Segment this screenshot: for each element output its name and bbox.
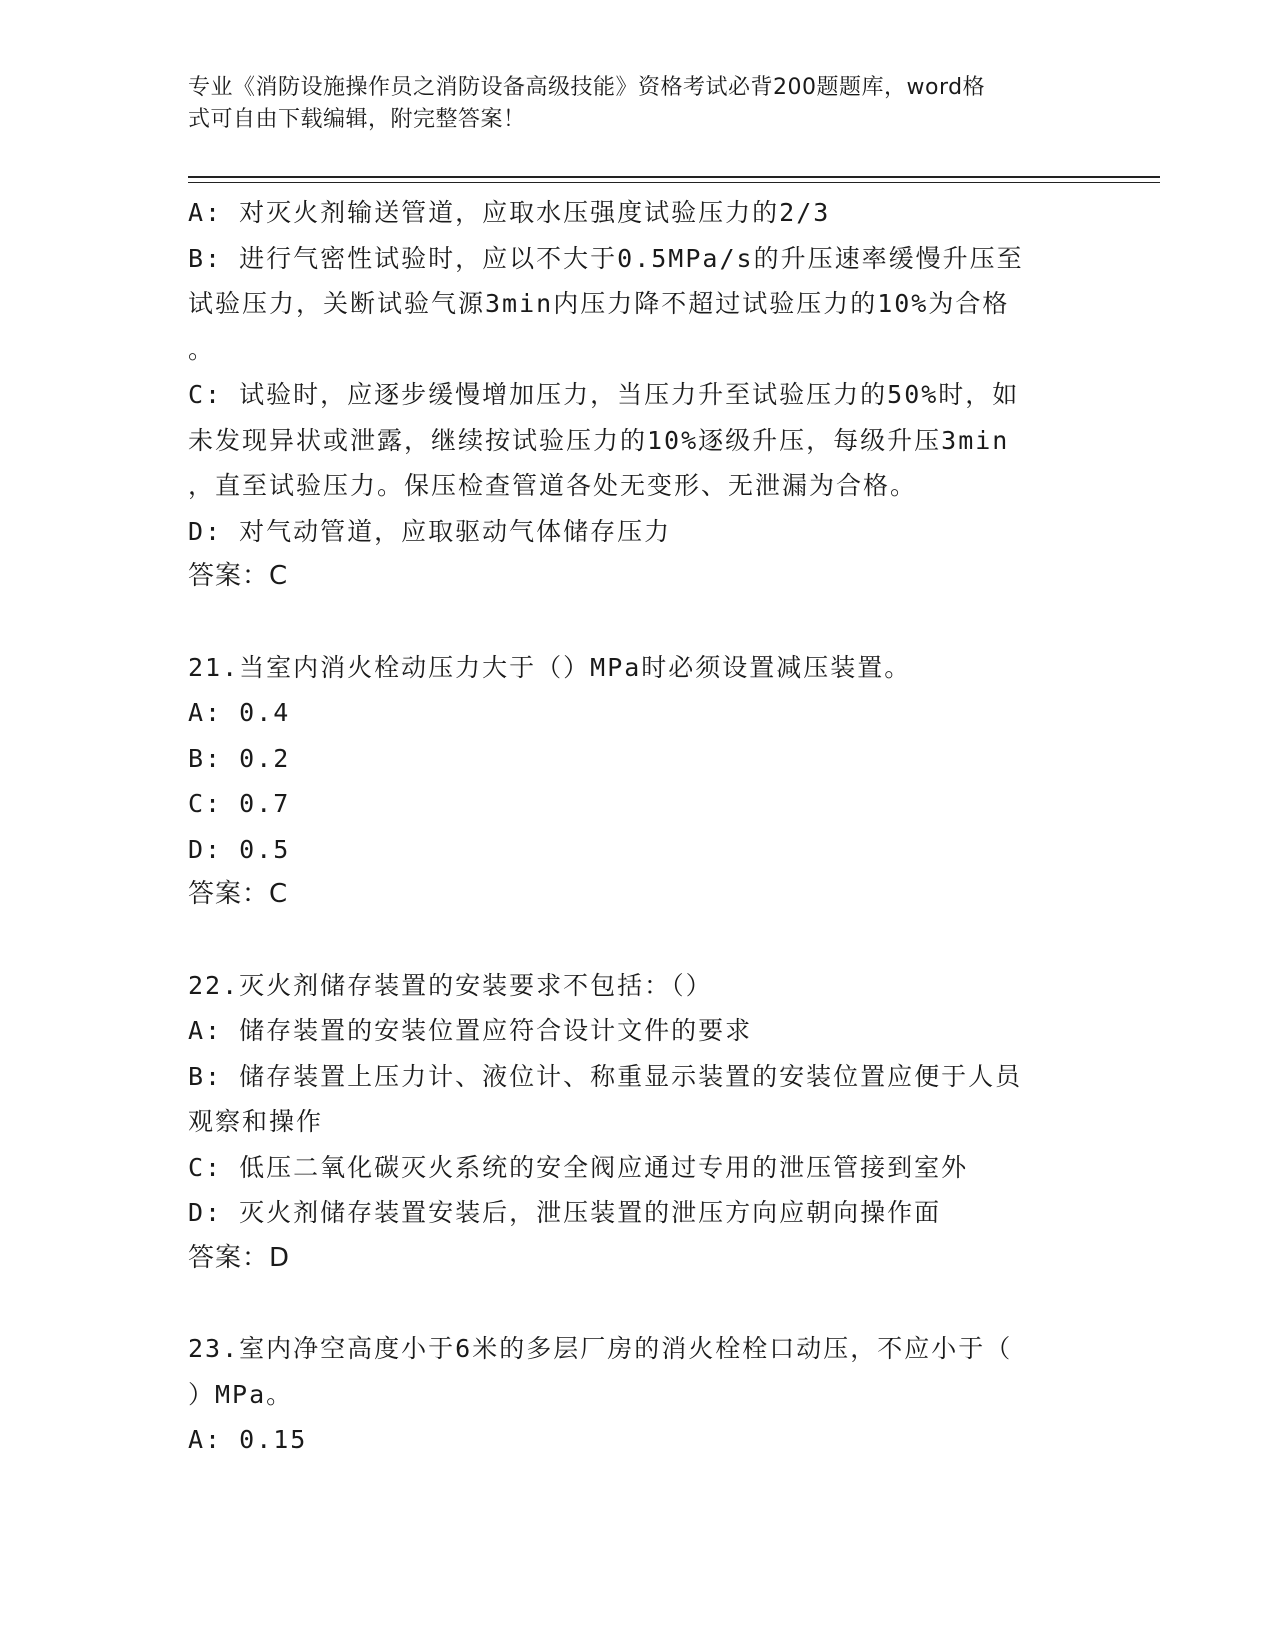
question-line: 。 bbox=[188, 334, 216, 364]
question-line: A: 0.4 bbox=[188, 698, 291, 727]
question-content bbox=[188, 190, 1068, 1508]
question-line: A: 对灭火剂输送管道，应取水压强度试验压力的2/3 bbox=[188, 198, 831, 227]
question-line: B: 进行气密性试验时，应以不大于0.5MPa/s的升压速率缓慢升压至 bbox=[188, 243, 1024, 273]
question-line: D: 0.5 bbox=[188, 834, 291, 864]
header-line-2: 式可自由下载编辑，附完整答案！ bbox=[188, 107, 526, 132]
header-divider bbox=[188, 176, 1160, 183]
question-line: 21.当室内消火栓动压力大于（）MPa时必须设置减压装置。 bbox=[188, 652, 912, 682]
question-line: B: 0.2 bbox=[188, 743, 291, 773]
question-line: B: 储存装置上压力计、液位计、称重显示装置的安装位置应便于人员 bbox=[188, 1061, 1023, 1091]
question-line: A: 储存装置的安装位置应符合设计文件的要求 bbox=[188, 1016, 753, 1045]
question-line: C: 0.7 bbox=[188, 789, 291, 818]
question-line: ，直至试验压力。保压检查管道各处无变形、无泄漏为合格。 bbox=[188, 471, 918, 500]
question-line: 试验压力，关断试验气源3min内压力降不超过试验压力的10%为合格 bbox=[188, 289, 1010, 318]
question-line: ）MPa。 bbox=[188, 1379, 294, 1409]
answer-line: 答案：C bbox=[188, 561, 289, 591]
question-line: C: 试验时，应逐步缓慢增加压力，当压力升至试验压力的50%时，如 bbox=[188, 380, 1020, 409]
question-line: 未发现异状或泄露，继续按试验压力的10%逐级升压，每级升压3min bbox=[188, 425, 1010, 455]
answer-line: 答案：C bbox=[188, 879, 289, 909]
question-line: D: 灭火剂储存装置安装后，泄压装置的泄压方向应朝向操作面 bbox=[188, 1198, 942, 1227]
question-block bbox=[188, 1326, 1068, 1463]
question-line: D: 对气动管道，应取驱动气体储存压力 bbox=[188, 516, 672, 546]
question-line: 观察和操作 bbox=[188, 1107, 324, 1136]
header-line-1: 专业《消防设施操作员之消防设备高级技能》资格考试必背200题题库，word格 bbox=[188, 75, 986, 100]
question-line: A: 0.15 bbox=[188, 1425, 308, 1454]
question-block bbox=[188, 645, 1068, 918]
question-line: 22.灭火剂储存装置的安装要求不包括：（） bbox=[188, 970, 713, 1000]
document-header bbox=[188, 72, 1068, 136]
answer-line: 答案：D bbox=[188, 1242, 291, 1273]
question-line: 23.室内净空高度小于6米的多层厂房的消火栓栓口动压，不应小于（ bbox=[188, 1334, 1013, 1363]
question-block bbox=[188, 963, 1068, 1282]
question-block bbox=[188, 190, 1068, 600]
question-line: C: 低压二氧化碳灭火系统的安全阀应通过专用的泄压管接到室外 bbox=[188, 1152, 969, 1182]
